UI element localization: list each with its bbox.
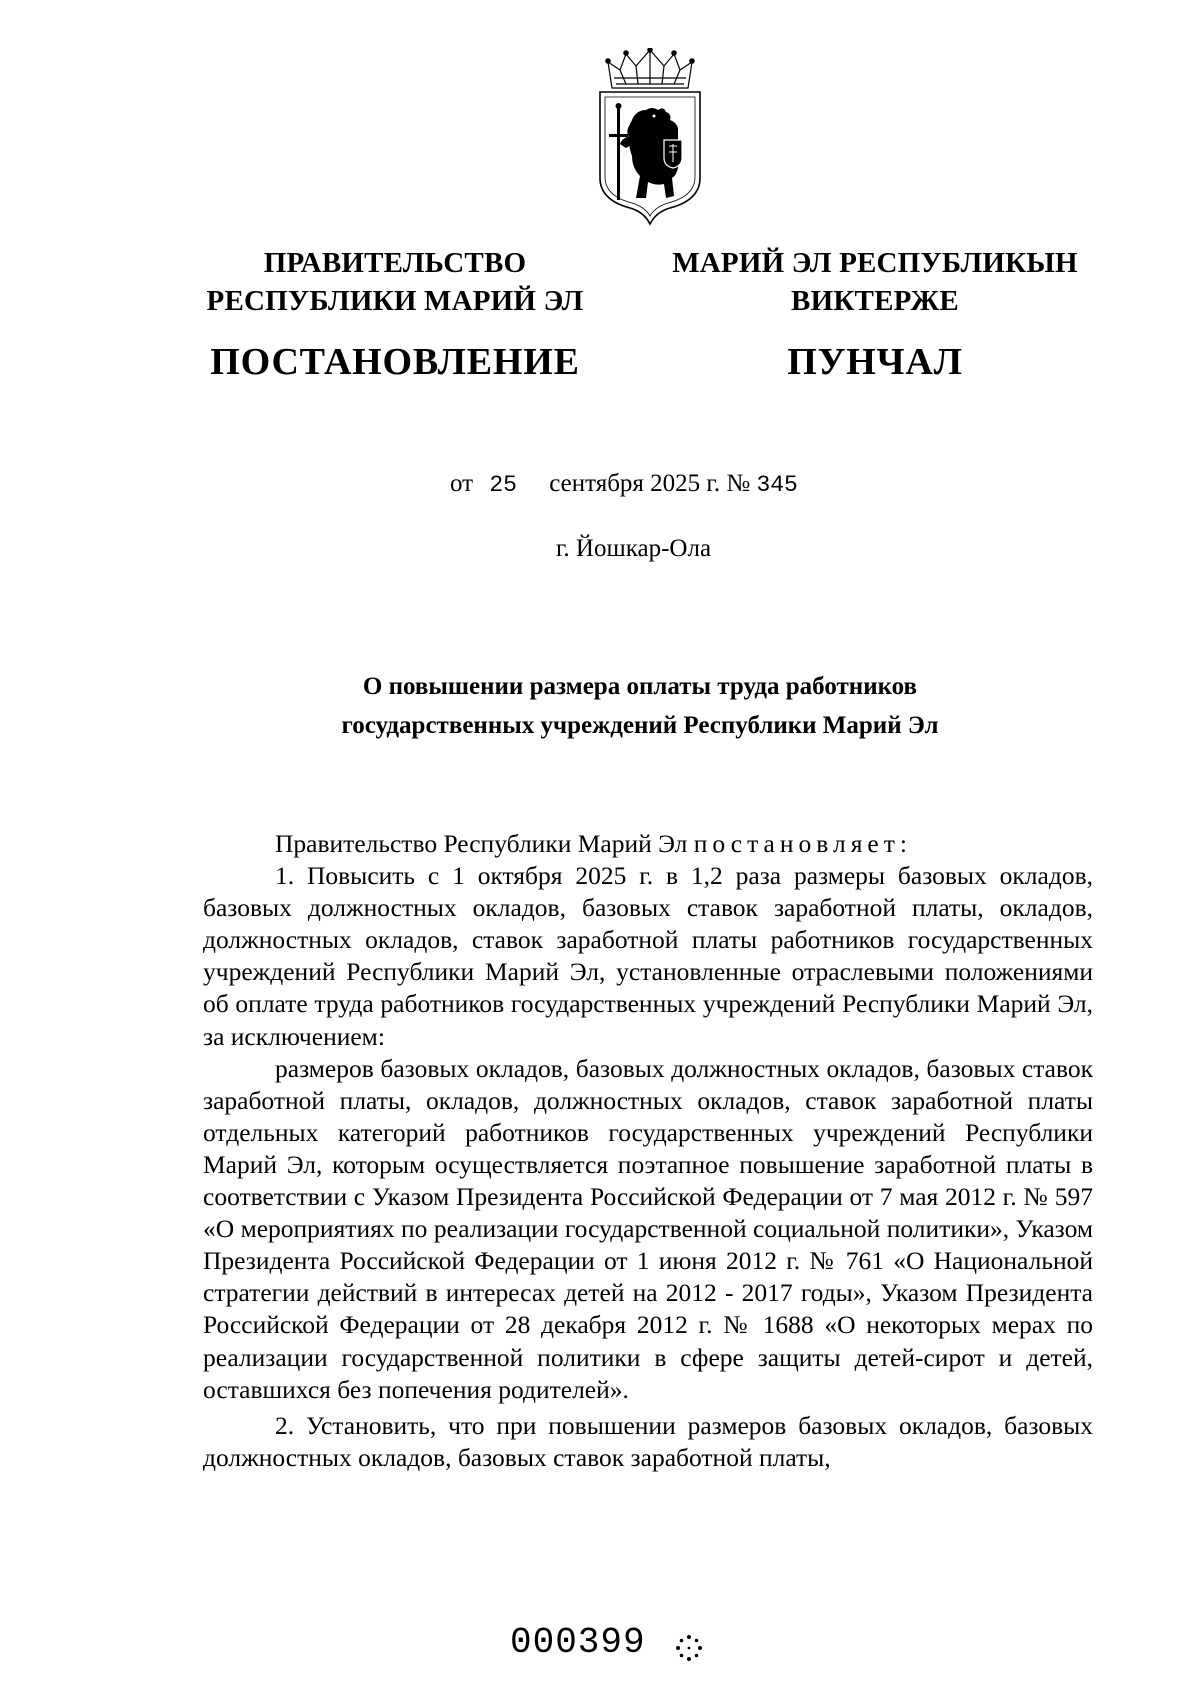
asterisk-mark-icon	[674, 1633, 704, 1663]
paragraph-1-exception: размеров базовых окладов, базовых должностных окладов, базовых ставок заработной платы, окладов, должностных окладов, ставок заработной платы отдельных категорий работников государственных учреждений Республики Марий Эл, которым осуществляется поэтапное повышение заработной платы в соответствии с Указом Президента Российской Федерации от 7 мая 2012 г. № 597 «О мероприятиях по реализации государственной социальной политики», Указом Президента Российской Федерации от 1 июня 2012 г. № 761 «О Национальной стратегии действий в интересах детей на 2012 - 2017 годы», Указом Президента Российской Федерации от 28 декабря 2012 г. № 1688 «О некоторых мерах по реализации государственной политики в сфере защиты детей-сирот и детей, оставшихся без попечения родителей».	[203, 1053, 1093, 1404]
intro-verb: постановляет:	[693, 829, 912, 858]
org-name-line-2: РЕСПУБЛИКИ МАРИЙ ЭЛ	[206, 285, 584, 317]
doc-type-mari: ПУНЧАЛ	[787, 341, 963, 383]
intro-paragraph	[203, 828, 1093, 860]
document-number: 345	[756, 472, 798, 498]
coat-of-arms-icon	[590, 48, 710, 226]
doc-type-russian: ПОСТАНОВЛЕНИЕ	[210, 341, 580, 383]
document-title	[200, 667, 1080, 745]
document-body	[203, 828, 1093, 1474]
paragraph-2: 2. Установить, что при повышении размеров базовых окладов, базовых должностных окладов, базовых ставок заработной платы,	[203, 1410, 1093, 1472]
title-line-1: О повышении размера оплаты труда работников	[362, 673, 918, 700]
serial-number: 000399	[510, 1622, 646, 1663]
paragraph-1: 1. Повысить с 1 октября 2025 г. в 1,2 раза размеры базовых окладов, базовых должностных окладов, базовых ставок заработной платы, окладов, должностных окладов, ставок заработной платы работников государственных учреждений Республики Марий Эл, установленные отраслевыми положениями об оплате труда работников государственных учреждений Республики Марий Эл, за исключением:	[203, 861, 1093, 1051]
date-prefix: от	[450, 470, 474, 497]
footer-serial	[510, 1622, 704, 1663]
org-name-mari-line-2: ВИКТЕРЖЕ	[791, 285, 959, 317]
document-date-line	[450, 468, 798, 501]
date-month-year: сентября 2025 г. №	[549, 470, 751, 497]
org-name-line-1: ПРАВИТЕЛЬСТВО	[263, 247, 527, 279]
intro-lead: Правительство Республики Марий Эл	[275, 829, 688, 858]
header-left	[200, 244, 590, 386]
header-right	[660, 244, 1090, 386]
date-day: 25	[489, 472, 517, 498]
org-name-mari-line-1: МАРИЙ ЭЛ РЕСПУБЛИКЫН	[672, 247, 1078, 279]
title-line-2: государственных учреждений Республики Марий Эл	[341, 712, 939, 739]
document-place: г. Йошкар-Ола	[556, 535, 712, 562]
